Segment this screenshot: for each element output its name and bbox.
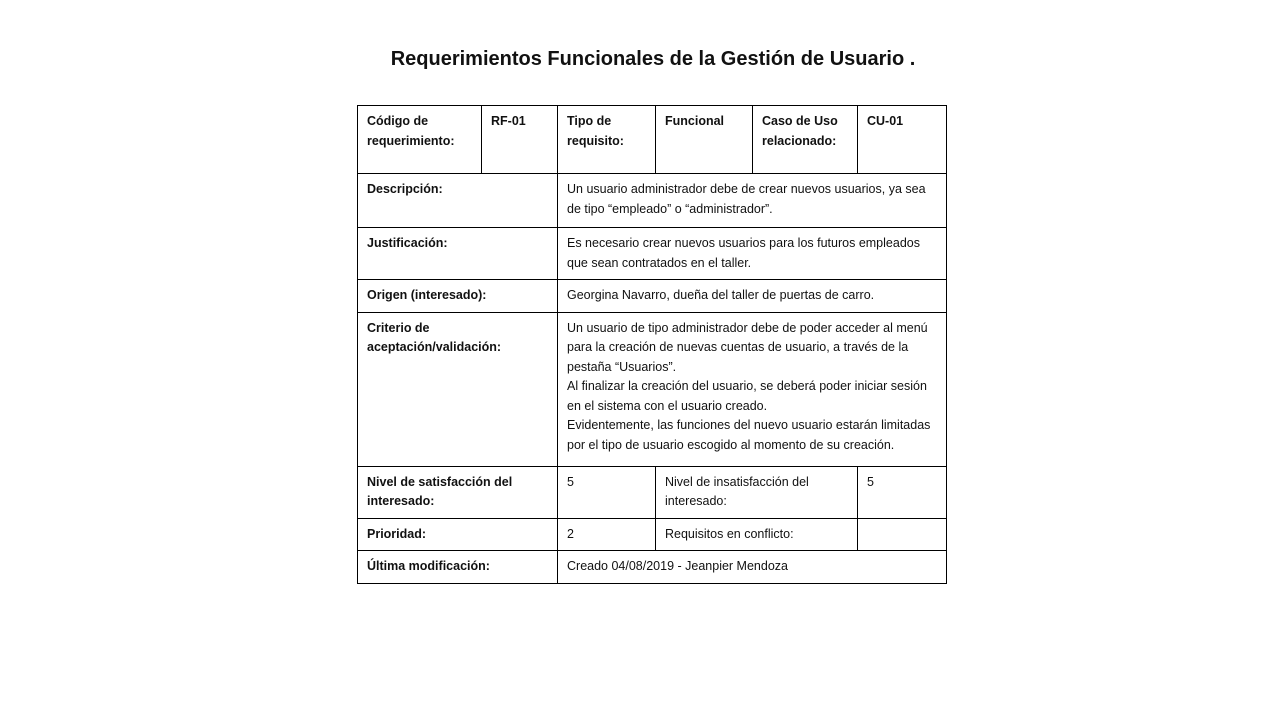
- criterio-paragraph-3: Evidentemente, las funciones del nuevo usuario estarán limitadas por el tipo de usuario escogido al momento de su creación.: [567, 418, 931, 452]
- codigo-value: RF-01: [482, 106, 558, 174]
- satisfaccion-value: 5: [558, 466, 656, 518]
- insatisfaccion-value: 5: [858, 466, 947, 518]
- satisfaccion-label: Nivel de satisfacción del interesado:: [358, 466, 558, 518]
- descripcion-value: Un usuario administrador debe de crear nuevos usuarios, ya sea de tipo “empleado” o “administrador”.: [558, 174, 947, 228]
- table-row-prioridad: [358, 518, 947, 551]
- codigo-label: Código de requerimiento:: [358, 106, 482, 174]
- insatisfaccion-label: Nivel de insatisfacción del interesado:: [656, 466, 858, 518]
- modificacion-label: Última modificación:: [358, 551, 558, 584]
- modificacion-value: Creado 04/08/2019 - Jeanpier Mendoza: [558, 551, 947, 584]
- criterio-value: [558, 312, 947, 466]
- justificacion-label: Justificación:: [358, 228, 558, 280]
- descripcion-label: Descripción:: [358, 174, 558, 228]
- criterio-paragraph-2: Al finalizar la creación del usuario, se deberá poder iniciar sesión en el sistema con el usuario creado.: [567, 379, 927, 413]
- table-row-justificacion: [358, 228, 947, 280]
- table-row-criterio: [358, 312, 947, 466]
- table-row-header: [358, 106, 947, 174]
- criterio-label: Criterio de aceptación/validación:: [358, 312, 558, 466]
- requirements-table: [357, 105, 947, 584]
- prioridad-value: 2: [558, 518, 656, 551]
- conflicto-label: Requisitos en conflicto:: [656, 518, 858, 551]
- table-row-descripcion: [358, 174, 947, 228]
- tipo-label: Tipo de requisito:: [558, 106, 656, 174]
- table-row-modificacion: [358, 551, 947, 584]
- criterio-paragraph-1: Un usuario de tipo administrador debe de poder acceder al menú para la creación de nuevas cuentas de usuario, a través de la pestaña “Usuarios”.: [567, 320, 928, 374]
- conflicto-value: [858, 518, 947, 551]
- origen-value: Georgina Navarro, dueña del taller de puertas de carro.: [558, 280, 947, 313]
- caso-value: CU-01: [858, 106, 947, 174]
- prioridad-label: Prioridad:: [358, 518, 558, 551]
- table-row-origen: [358, 280, 947, 313]
- table-row-nivel: [358, 466, 947, 518]
- tipo-value: Funcional: [656, 106, 753, 174]
- page-title: Requerimientos Funcionales de la Gestión de Usuario .: [390, 48, 916, 70]
- origen-label: Origen (interesado):: [358, 280, 558, 313]
- justificacion-value: Es necesario crear nuevos usuarios para los futuros empleados que sean contratados en el taller.: [558, 228, 947, 280]
- caso-label: Caso de Uso relacionado:: [753, 106, 858, 174]
